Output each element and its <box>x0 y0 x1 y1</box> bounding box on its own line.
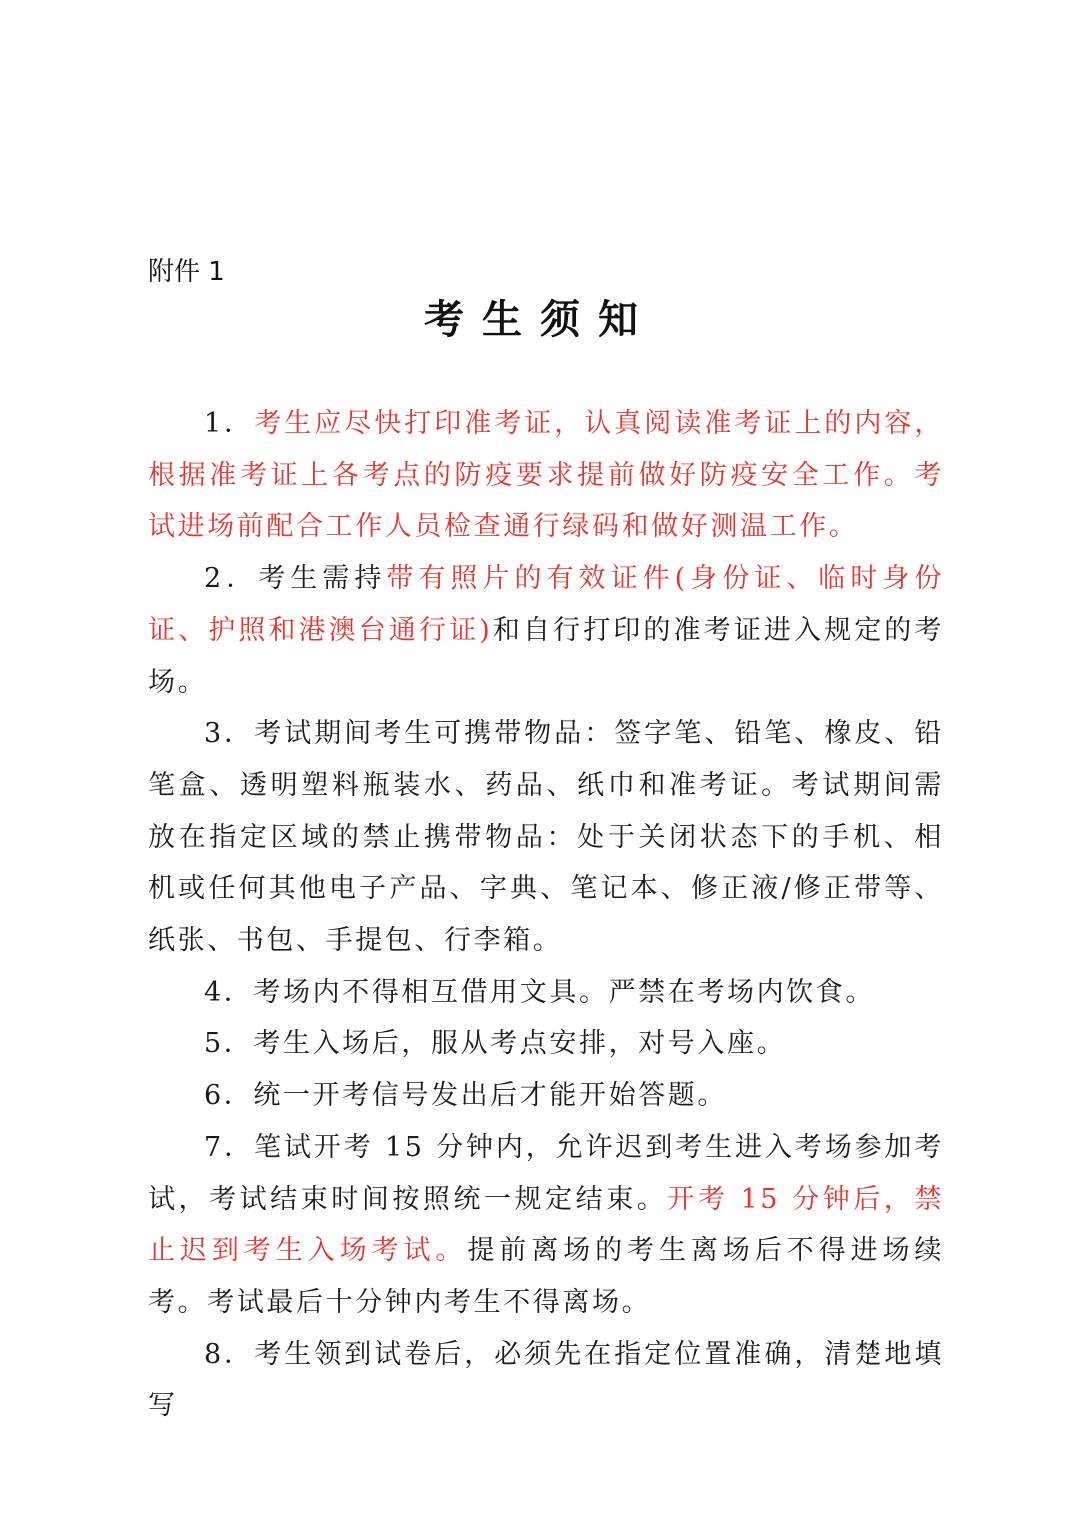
notice-highlight: 带有照片的有效证件(身份证、临时身份证、护照和港澳台通行证) <box>148 563 944 646</box>
notice-highlight: 开考 15 分钟后，禁止迟到考生入场考试。 <box>148 1183 944 1267</box>
notice-text: 7．笔试开考 15 分钟内，允许迟到考生进入考场参加考试，考试结束时间按照统一规定结束。 <box>148 1131 944 1215</box>
notice-body <box>148 398 944 1432</box>
attachment-label: 附件 1 <box>148 257 225 287</box>
notice-text: 1． <box>204 408 255 439</box>
notice-item-5 <box>148 1018 944 1070</box>
notice-text: 2．考生需持 <box>204 563 387 595</box>
notice-text: 提前离场的考生离场后不得进场续考。考试最后十分钟内考生不得离场。 <box>148 1235 945 1318</box>
notice-text: 和自行打印的准考证进入规定的考场。 <box>148 614 945 698</box>
page-title: 考生须知 <box>424 297 656 343</box>
notice-highlight: 考生应尽快打印准考证，认真阅读准考证上的内容，根据准考证上各考点的防疫要求提前做好防疫安全工作。考试进场前配合工作人员检查通行绿码和做好测温工作。 <box>148 408 944 543</box>
notice-item-8 <box>148 1329 944 1432</box>
notice-item-3 <box>148 708 944 967</box>
notice-text: 6．统一开考信号发出后才能开始答题。 <box>204 1080 727 1112</box>
notice-text: 5．考生入场后，服从考点安排，对号入座。 <box>204 1028 787 1060</box>
notice-text: 3．考试期间考生可携带物品：签字笔、铅笔、橡皮、铅笔盒、透明塑料瓶装水、药品、纸巾和准考证。考试期间需放在指定区域的禁止携带物品：处于关闭状态下的手机、相机或任何其他电子产品、字典、笔记本、修正液/修正带等、纸张、书包、手提包、行李箱。 <box>148 718 944 957</box>
notice-text: 8．考生领到试卷后，必须先在指定位置准确，清楚地填写 <box>148 1338 944 1422</box>
notice-item-4 <box>148 967 944 1019</box>
notice-text: 4．考场内不得相互借用文具。严禁在考场内饮食。 <box>204 976 875 1008</box>
notice-item-2 <box>148 553 944 708</box>
notice-item-1 <box>148 398 944 553</box>
notice-item-6 <box>148 1070 944 1122</box>
notice-item-7 <box>148 1122 944 1329</box>
